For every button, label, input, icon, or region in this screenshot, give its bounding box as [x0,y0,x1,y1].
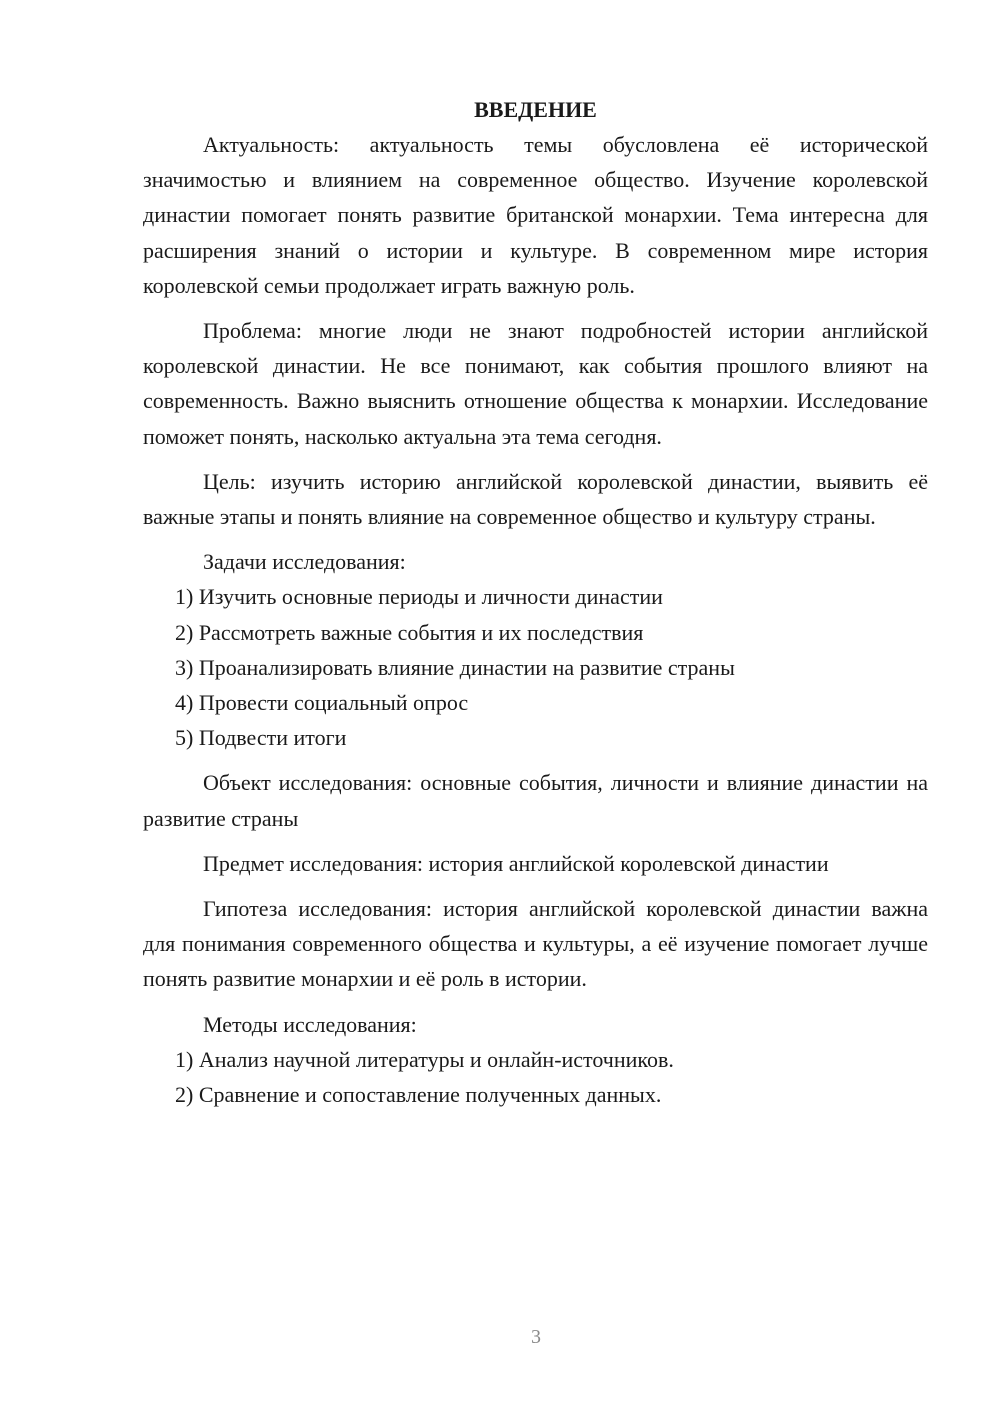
object-paragraph: Объект исследования: основные события, личности и влияние династии на развитие страны [143,770,928,831]
task-item-5: 5) Подвести итоги [175,725,347,751]
task-item-2: 2) Рассмотреть важные события и их последствия [175,619,644,645]
document-page [143,92,928,1112]
problem-paragraph: Проблема: многие люди не знают подробностей истории английской королевской династии. Не все понимают, как события прошлого влияют на современность. Важно выяснить отношение общества к монархии. Исследование поможет понять, насколько актуальна эта тема сегодня. [143,318,928,449]
methods-title: Методы исследования: [203,1011,417,1037]
task-item-3: 3) Проанализировать влияние династии на развитие страны [175,654,735,680]
method-item-2: 2) Сравнение и сопоставление полученных данных. [175,1082,662,1108]
subject-paragraph: Предмет исследования: история английской королевской династии [203,850,829,876]
task-item-4: 4) Провести социальный опрос [175,690,469,716]
goal-paragraph: Цель: изучить историю английской королевской династии, выявить её важные этапы и понять влияние на современное общество и культуру страны. [143,468,928,530]
method-item-1: 1) Анализ научной литературы и онлайн-источников. [175,1046,674,1072]
section-heading: ВВЕДЕНИЕ [474,97,597,122]
hypothesis-paragraph: Гипотеза исследования: история английской королевской династии важна для понимания современного общества и культуры, а её изучение помогает лучше понять развитие монархии и её роль в истории. [143,896,928,992]
page-number: 3 [531,1326,541,1348]
relevance-paragraph: Актуальность: актуальность темы обусловлена её исторической значимостью и влиянием на современное общество. Изучение королевской династии помогает понять развитие британской монархии. Тема интересна для расширения знаний о истории и культуре. В современном мире история королевской семьи продолжает играть важную роль. [143,132,928,298]
tasks-title: Задачи исследования: [203,549,406,575]
task-item-1: 1) Изучить основные периоды и личности династии [175,584,663,610]
